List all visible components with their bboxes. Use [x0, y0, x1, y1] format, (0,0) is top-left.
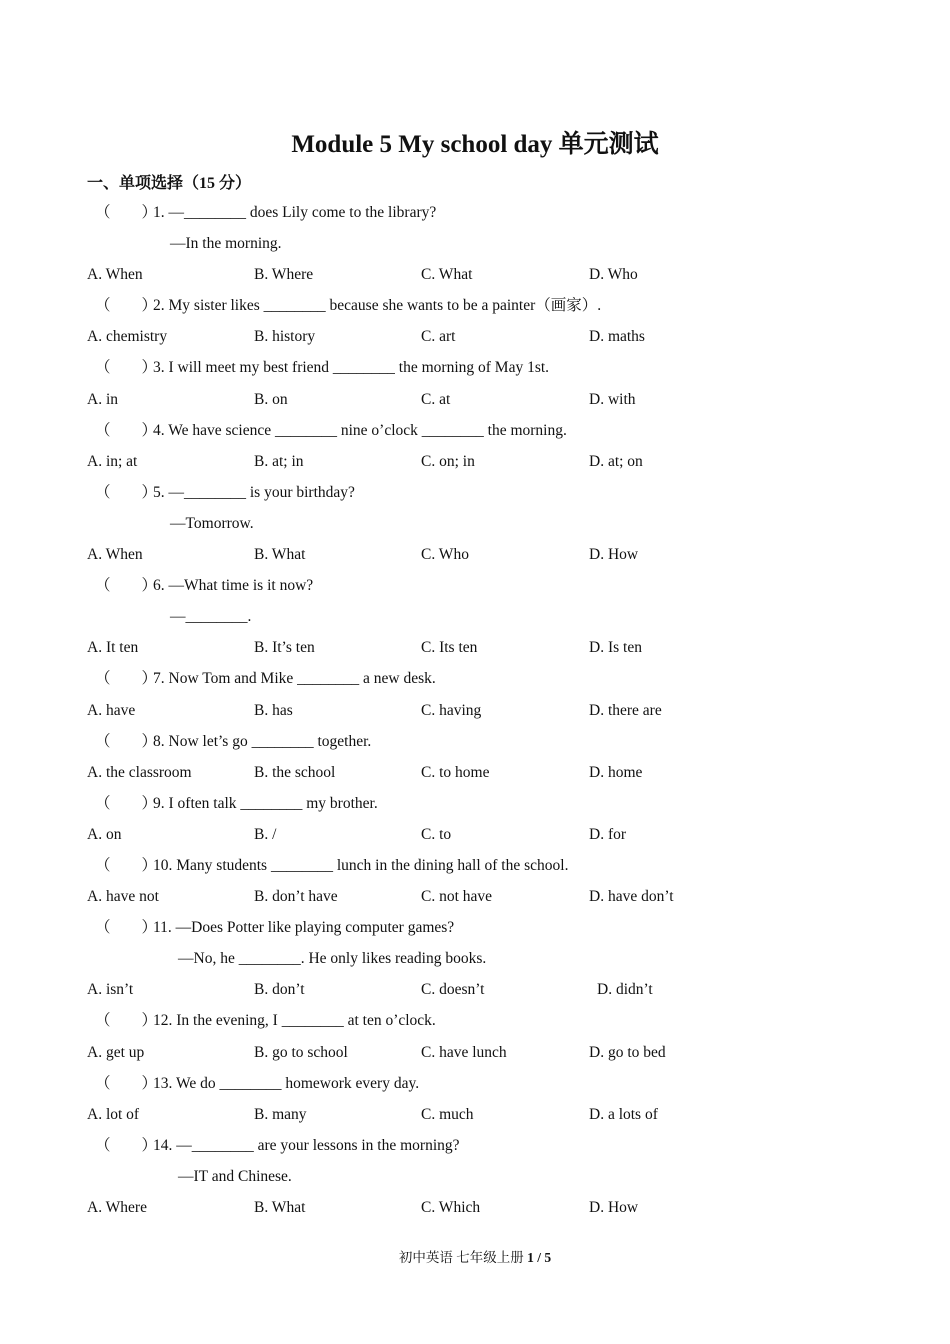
- option-d: D. maths: [589, 328, 645, 346]
- option-b: B. has: [254, 701, 293, 719]
- options-row: [87, 632, 887, 663]
- option-b: B. /: [254, 825, 277, 843]
- answer-blank: （ ）: [95, 359, 158, 377]
- options-row: [87, 757, 887, 788]
- question-text: 1. —________ does Lily come to the library?: [153, 204, 437, 221]
- options-row: [87, 881, 887, 912]
- page-title: Module 5 My school day 单元测试: [291, 131, 659, 158]
- page-footer: [0, 1246, 950, 1266]
- question-text: 14. —________ are your lessons in the morning?: [153, 1136, 460, 1154]
- option-c: C. to: [421, 825, 452, 843]
- option-a: A. in; at: [87, 452, 138, 470]
- option-b: B. It’s ten: [254, 639, 315, 657]
- option-c: C. Its ten: [421, 639, 478, 657]
- option-b: B. What: [254, 546, 306, 564]
- option-d: D. go to bed: [589, 1043, 666, 1061]
- question-text: 10. Many students ________ lunch in the dining hall of the school.: [153, 856, 569, 874]
- options-row: [87, 539, 887, 570]
- question-text: 6. —What time is it now?: [153, 577, 314, 595]
- option-a: A. in: [87, 390, 118, 408]
- option-b: B. at; in: [254, 452, 304, 470]
- option-b: B. don’t have: [254, 888, 338, 906]
- option-c: C. not have: [421, 888, 493, 906]
- option-c: C. having: [421, 701, 482, 719]
- option-b: B. What: [254, 1199, 306, 1216]
- option-a: A. have: [87, 701, 136, 719]
- answer-blank: （ ）: [95, 919, 158, 937]
- option-c: C. on; in: [421, 452, 475, 470]
- option-c: C. What: [421, 266, 473, 284]
- answer-blank: （ ）: [95, 1136, 158, 1154]
- question-continuation: —Tomorrow.: [170, 514, 254, 532]
- options-row: [87, 1192, 887, 1223]
- option-d: D. a lots of: [589, 1105, 658, 1123]
- question-5: [87, 477, 887, 508]
- option-c: C. Which: [421, 1199, 481, 1216]
- question-continuation: —No, he ________. He only likes reading books.: [178, 950, 487, 968]
- question-text: 11. —Does Potter like playing computer games?: [153, 919, 455, 937]
- option-a: A. have not: [87, 888, 159, 906]
- option-a: A. When: [87, 546, 143, 564]
- option-c: C. to home: [421, 763, 490, 781]
- answer-blank: （ ）: [95, 421, 158, 439]
- option-d: D. Is ten: [589, 639, 642, 657]
- question-text: 3. I will meet my best friend ________ the morning of May 1st.: [153, 359, 550, 377]
- option-a: A. on: [87, 825, 122, 843]
- question-text: 12. In the evening, I ________ at ten o’clock.: [153, 1012, 436, 1030]
- question-text: 13. We do ________ homework every day.: [153, 1074, 420, 1092]
- option-b: B. many: [254, 1105, 307, 1123]
- option-b: B. go to school: [254, 1043, 348, 1061]
- answer-blank: （ ）: [95, 483, 158, 501]
- page-number: 1 / 5: [527, 1250, 552, 1265]
- option-a: A. isn’t: [87, 981, 134, 999]
- question-3: [87, 352, 887, 383]
- option-b: B. don’t: [254, 981, 305, 999]
- option-b: B. Where: [254, 266, 314, 284]
- answer-blank: （ ）: [95, 204, 158, 221]
- question-10: [87, 850, 887, 881]
- option-b: B. on: [254, 390, 288, 408]
- footer-label: 初中英语 七年级上册: [398, 1250, 524, 1265]
- question-1: [87, 197, 887, 228]
- answer-blank: （ ）: [95, 794, 158, 812]
- option-a: A. the classroom: [87, 763, 192, 781]
- options-row: [87, 259, 887, 290]
- option-d: D. with: [589, 390, 636, 408]
- option-d: D. at; on: [589, 452, 643, 470]
- option-a: A. It ten: [87, 639, 139, 657]
- answer-blank: （ ）: [95, 297, 158, 315]
- option-b: B. the school: [254, 763, 336, 781]
- question-4: [87, 415, 887, 446]
- option-d: D. How: [589, 1199, 639, 1216]
- question-9: [87, 788, 887, 819]
- question-text: 4. We have science ________ nine o’clock ________ the morning.: [153, 421, 567, 439]
- options-row: [87, 1099, 887, 1130]
- option-c: C. Who: [421, 546, 469, 564]
- option-c: C. doesn’t: [421, 981, 485, 999]
- options-row: [87, 446, 887, 477]
- answer-blank: （ ）: [95, 1012, 158, 1030]
- answer-blank: （ ）: [95, 732, 158, 750]
- option-a: A. Where: [87, 1199, 147, 1216]
- question-text: 7. Now Tom and Mike ________ a new desk.: [153, 670, 436, 688]
- options-row: [87, 321, 887, 352]
- answer-blank: （ ）: [95, 1074, 158, 1092]
- answer-blank: （ ）: [95, 670, 158, 688]
- option-b: B. history: [254, 328, 316, 346]
- option-a: A. get up: [87, 1043, 145, 1061]
- options-row: [87, 384, 887, 415]
- question-continuation: —IT and Chinese.: [178, 1167, 292, 1185]
- question-text: 9. I often talk ________ my brother.: [153, 794, 378, 812]
- answer-blank: （ ）: [95, 856, 158, 874]
- option-d: D. Who: [589, 266, 638, 284]
- option-a: A. chemistry: [87, 328, 168, 346]
- question-2: [87, 290, 887, 321]
- question-14: [87, 1130, 887, 1161]
- question-7: [87, 663, 887, 694]
- option-d: D. home: [589, 763, 643, 781]
- option-c: C. at: [421, 390, 451, 408]
- option-c: C. art: [421, 328, 456, 346]
- options-row: [87, 695, 887, 726]
- option-d: D. have don’t: [589, 888, 674, 906]
- question-12: [87, 1005, 887, 1036]
- section-heading: 一、单项选择（15 分）: [87, 175, 252, 192]
- question-13: [87, 1068, 887, 1099]
- question-11: [87, 912, 887, 943]
- question-text: 8. Now let’s go ________ together.: [153, 732, 372, 750]
- options-row: [87, 974, 887, 1005]
- option-a: A. lot of: [87, 1105, 140, 1123]
- question-8: [87, 726, 887, 757]
- question-continuation: —In the morning.: [170, 235, 282, 253]
- option-d: D. How: [589, 546, 639, 564]
- question-list: [87, 197, 887, 1223]
- option-d: D. there are: [589, 701, 662, 719]
- option-c: C. much: [421, 1105, 474, 1123]
- question-text: 2. My sister likes ________ because she wants to be a painter（画家）.: [153, 297, 602, 315]
- options-row: [87, 819, 887, 850]
- option-c: C. have lunch: [421, 1043, 507, 1061]
- option-d: D. for: [589, 825, 627, 843]
- options-row: [87, 1037, 887, 1068]
- question-continuation: —________.: [170, 608, 252, 626]
- question-text: 5. —________ is your birthday?: [153, 483, 355, 501]
- option-d: D. didn’t: [597, 981, 653, 999]
- question-6: [87, 570, 887, 601]
- answer-blank: （ ）: [95, 577, 158, 595]
- option-a: A. When: [87, 266, 143, 284]
